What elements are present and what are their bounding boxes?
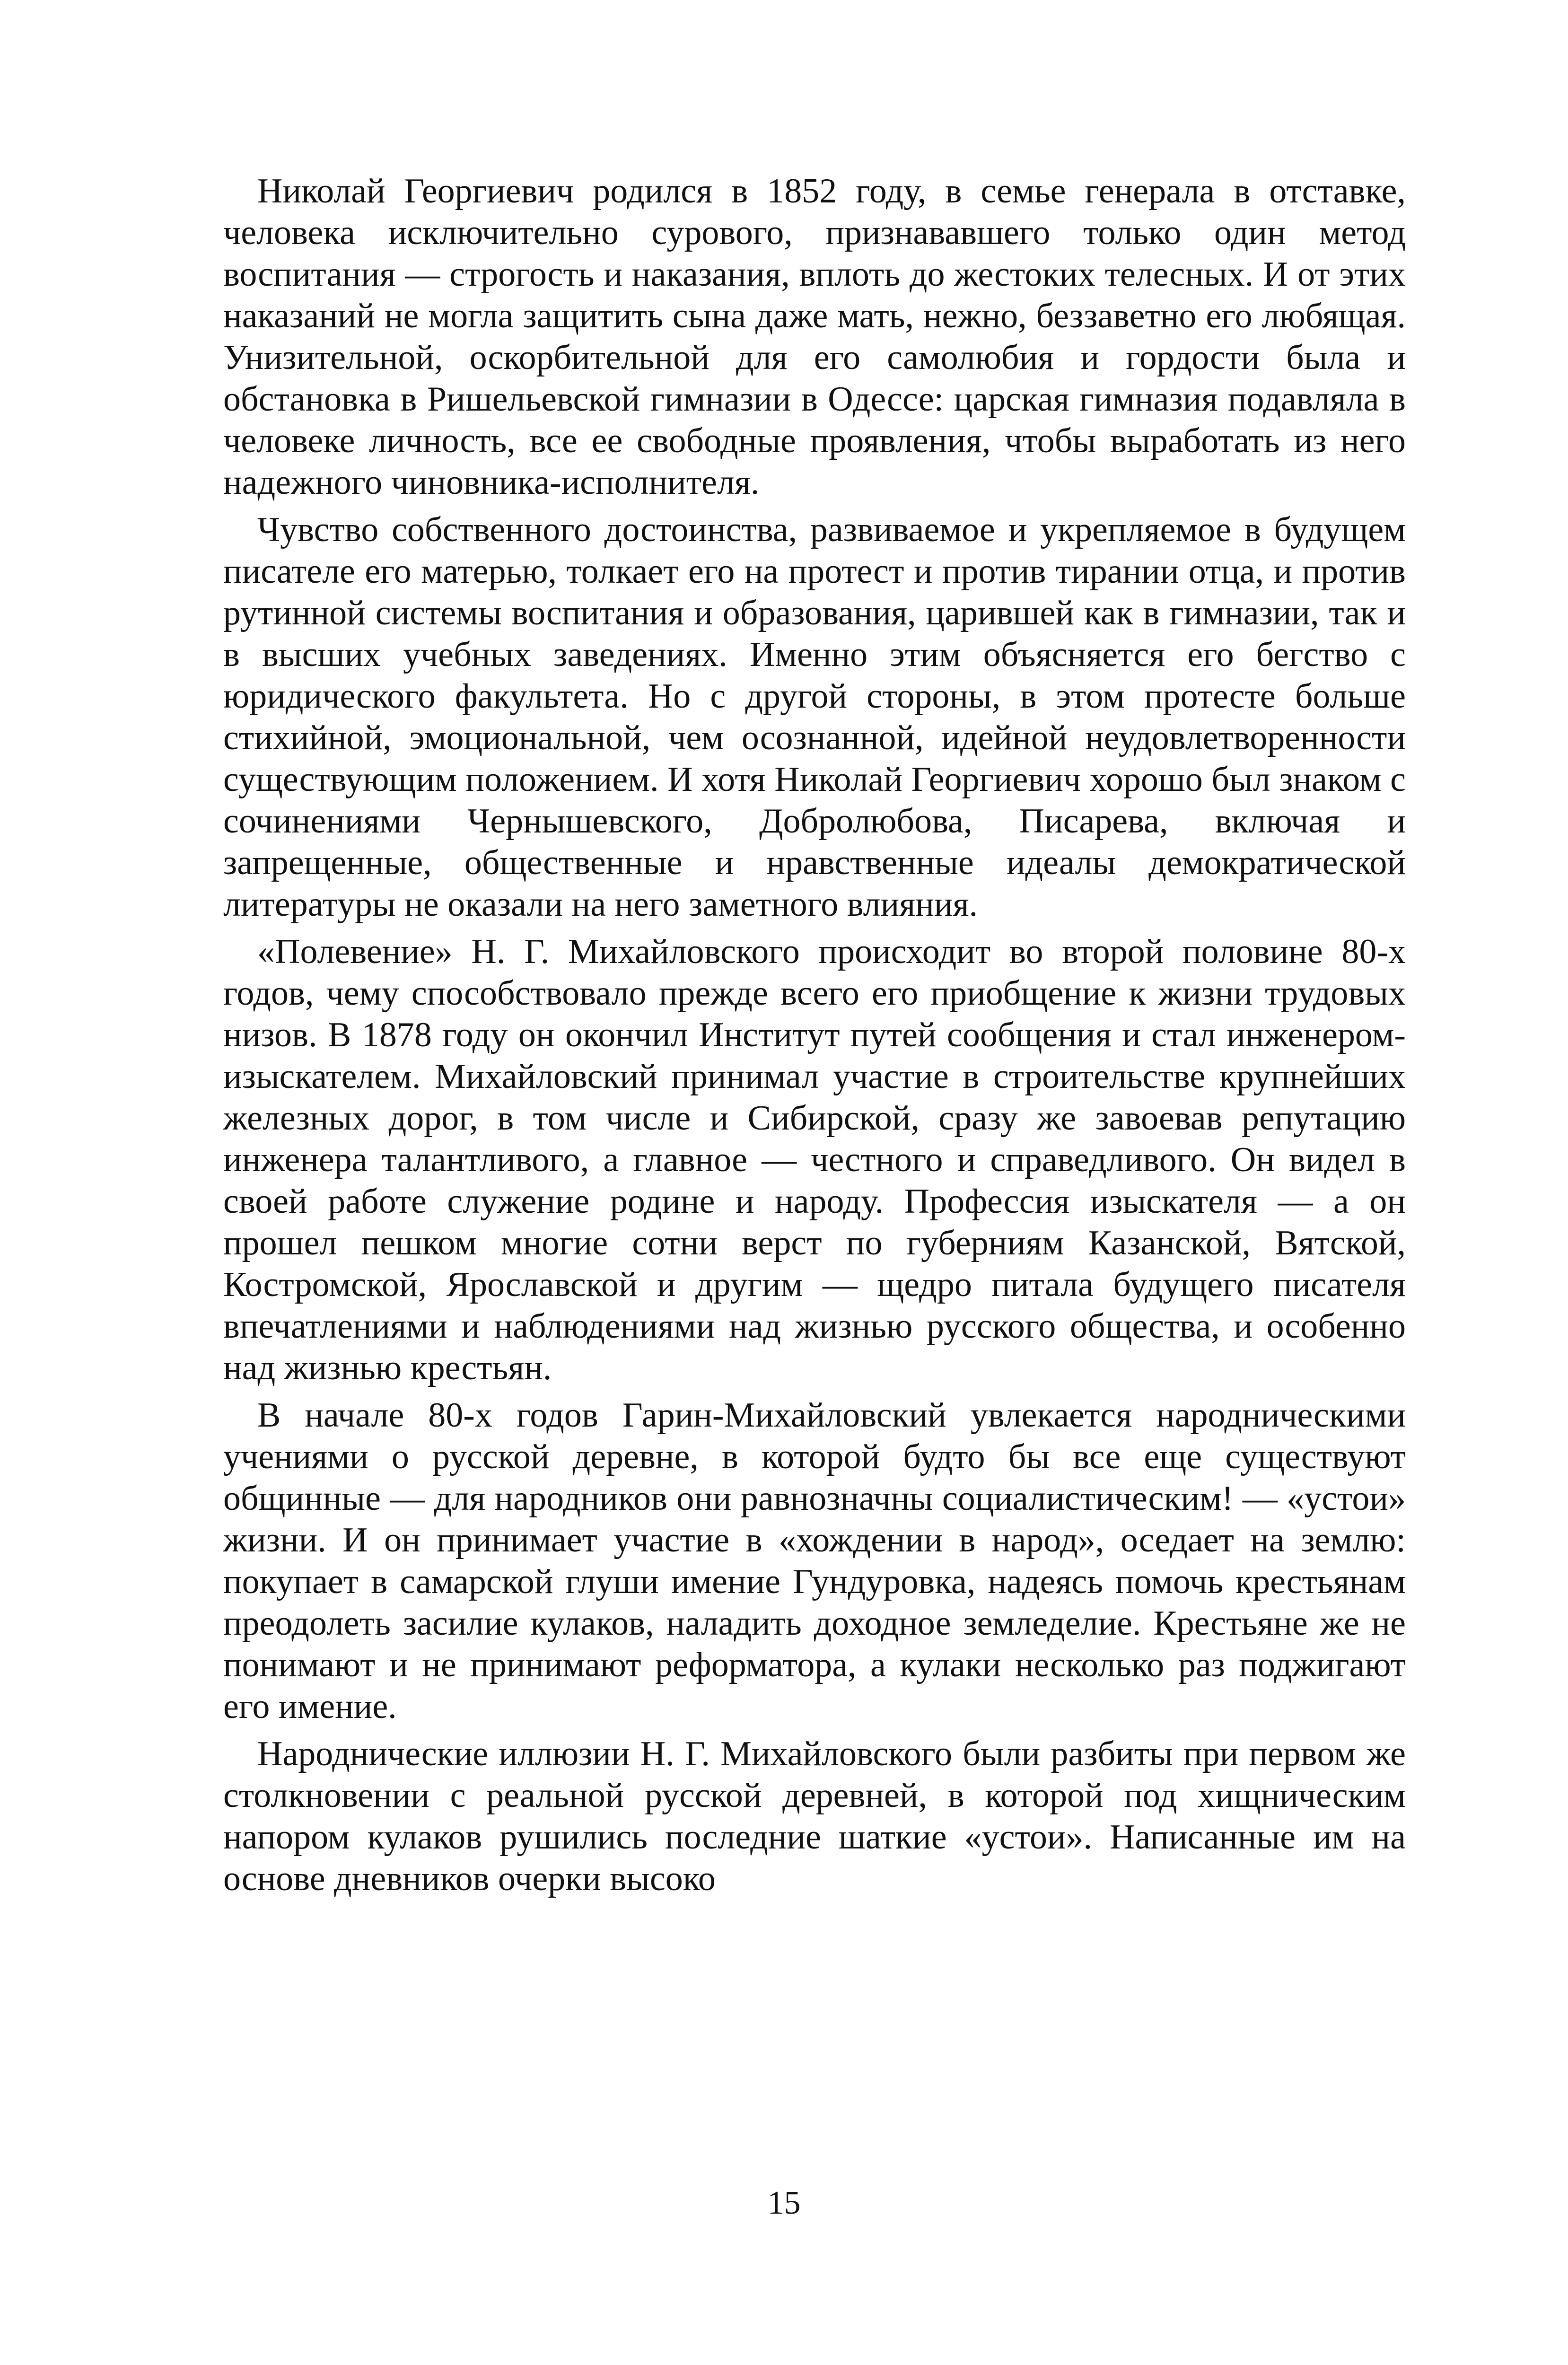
body-text bbox=[223, 170, 1406, 1905]
paragraph-2: Чувство собственного достоинства, развиваемое и укрепляемое в будущем писателе его матерью, толкает его на протест и против тирании отца, и против рутинной системы воспитания и образования, царившей как в гимназии, так и в высших учебных заведениях. Именно этим объясняется его бегство с юридического факультета. Но с другой стороны, в этом протесте больше стихийной, эмоциональной, чем осознанной, идейной неудовлетворенности существующим положением. И хотя Николай Георгиевич хорошо был знаком с сочинениями Чернышевского, Добролюбова, Писарева, включая и запрещенные, общественные и нравственные идеалы демократической литературы не оказали на него заметного влияния. bbox=[223, 510, 1406, 924]
paragraph-3: «Полевение» Н. Г. Михайловского происходит во второй половине 80-х годов, чему способствовало прежде всего его приобщение к жизни трудовых низов. В 1878 году он окончил Институт путей сообщения и стал инженером-изыскателем. Михайловский принимал участие в строительстве крупнейших железных дорог, в том числе и Сибирской, сразу же завоевав репутацию инженера талантливого, а главное — честного и справедливого. Он видел в своей работе служение родине и народу. Профессия изыскателя — а он прошел пешком многие сотни верст по губерниям Казанской, Вятской, Костромской, Ярославской и другим — щедро питала будущего писателя впечатлениями и наблюдениями над жизнью русского общества, и особенно над жизнью крестьян. bbox=[223, 932, 1406, 1387]
paragraph-5: Народнические иллюзии Н. Г. Михайловского были разбиты при первом же столкновении с реальной русской деревней, в которой под хищническим напором кулаков рушились последние шаткие «устои». Написанные им на основе дневников очерки высоко bbox=[223, 1734, 1406, 1898]
page-number: 15 bbox=[767, 2185, 801, 2221]
paragraph-1: Николай Георгиевич родился в 1852 году, в семье генерала в отставке, человека исключительно сурового, признававшего только один метод воспитания — строгость и наказания, вплоть до жестоких телесных. И от этих наказаний не могла защитить сына даже мать, нежно, беззаветно его любящая. Унизительной, оскорбительной для его самолюбия и гордости была и обстановка в Ришельевской гимназии в Одессе: царская гимназия подавляла в человеке личность, все ее свободные проявления, чтобы выработать из него надежного чиновника-исполнителя. bbox=[223, 172, 1406, 502]
paragraph-4: В начале 80-х годов Гарин-Михайловский увлекается народническими учениями о русской деревне, в которой будто бы все еще существуют общинные — для народников они равнозначны социалистическим! — «устои» жизни. И он принимает участие в «хождении в народ», оседает на землю: покупает в самарской глуши имение Гундуровка, надеясь помочь крестьянам преодолеть засилие кулаков, наладить доходное земледелие. Крестьяне же не понимают и не принимают реформатора, а кулаки несколько раз поджигают его имение. bbox=[223, 1396, 1406, 1726]
